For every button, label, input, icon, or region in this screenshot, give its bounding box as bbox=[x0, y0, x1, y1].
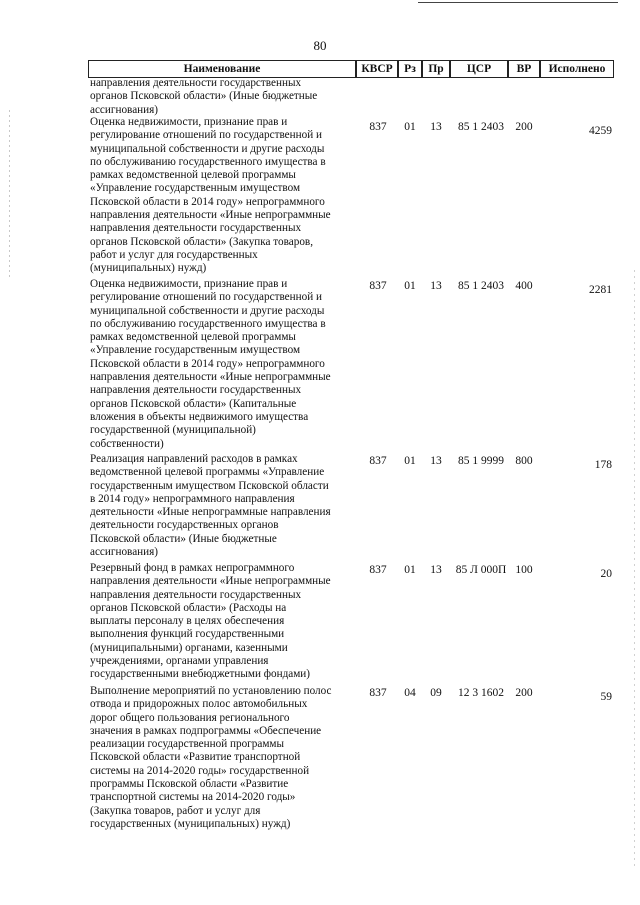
row-5-vr: 200 bbox=[515, 687, 533, 699]
row-name-5: Выполнение мероприятий по установлению полос отвода и придорожных полос автомобильных дорог общего пользования регионального значения в рамках подпрограммы «Обеспечение реализации государственной программы Псковской области «Развитие транспортной системы на 2014-2020 годы» государственной программы Псковской области «Развитие транспортной системы на 2014-2020 годы» (Закупка товаров, работ и услуг для государственных (муниципальных) нужд) bbox=[90, 685, 332, 830]
row-4-csr: 85 Л 000П bbox=[455, 564, 507, 576]
row-name-3: Реализация направлений расходов в рамках ведомственной целевой программы «Управление государственным имуществом Псковской области в 2014 году» непрограммного направления деятельности «Иные непрограммные направления деятельности государственных органов Псковской области» (Иные бюджетные ассигнования) bbox=[90, 453, 331, 559]
row-2-kvsr: 837 bbox=[369, 280, 387, 292]
row-2-csr: 85 1 2403 bbox=[458, 280, 504, 292]
header-vr: ВР bbox=[508, 60, 540, 78]
row-1-pr: 13 bbox=[430, 121, 442, 133]
scan-artifact-right bbox=[634, 270, 635, 870]
scan-edge-rule bbox=[418, 2, 618, 3]
row-3-csr: 85 1 9999 bbox=[458, 455, 504, 467]
row-1-kvsr: 837 bbox=[369, 121, 387, 133]
header-executed: Исполнено bbox=[540, 60, 614, 78]
row-3-kvsr: 837 bbox=[369, 455, 387, 467]
row-4-kvsr: 837 bbox=[369, 564, 387, 576]
header-rz: Рз bbox=[398, 60, 422, 78]
row-2-rz: 01 bbox=[404, 280, 416, 292]
header-csr: ЦСР bbox=[450, 60, 508, 78]
row-name-2: Оценка недвижимости, признание прав и регулирование отношений по государственной и муниципальной собственности и другие расходы по обслуживанию государственного имущества в рамках ведомственной целевой программы «Управление государственным имуществом Псковской области в 2014 году» непрограммного направления деятельности «Иные непрограммные направления деятельности государственных органов Псковской области» (Капитальные вложения в объекты недвижимого имущества государственной (муниципальной) собственности) bbox=[90, 278, 331, 450]
header-pr: Пр bbox=[422, 60, 450, 78]
row-name-1: Оценка недвижимости, признание прав и регулирование отношений по государственной и муниципальной собственности и другие расходы по обслуживанию государственного имущества в рамках ведомственной целевой программы «Управление государственным имуществом Псковской области в 2014 году» непрограммного направления деятельности «Иные непрограммные направления деятельности государственных органов Псковской области» (Закупка товаров, работ и услуг для государственных (муниципальных) нужд) bbox=[90, 116, 331, 275]
row-3-vr: 800 bbox=[515, 455, 533, 467]
row-1-rz: 01 bbox=[404, 121, 416, 133]
row-5-csr: 12 3 1602 bbox=[458, 687, 504, 699]
row-name-continuation: направления деятельности государственных органов Псковской области» (Иные бюджетные ассигнования) bbox=[90, 77, 318, 116]
scan-artifact-left bbox=[9, 110, 10, 280]
row-4-rz: 01 bbox=[404, 564, 416, 576]
row-4-pr: 13 bbox=[430, 564, 442, 576]
page-number: 80 bbox=[313, 38, 327, 53]
row-3-executed: 178 bbox=[594, 459, 612, 471]
row-4-vr: 100 bbox=[515, 564, 533, 576]
header-name: Наименование bbox=[88, 60, 356, 78]
row-5-pr: 09 bbox=[430, 687, 442, 699]
row-5-rz: 04 bbox=[404, 687, 416, 699]
row-4-executed: 20 bbox=[600, 568, 612, 580]
row-name-4: Резервный фонд в рамках непрограммного направления деятельности «Иные непрограммные направления деятельности государственных органов Псковской области» (Расходы на выплаты персоналу в целях обеспечения выполнения функций государственными (муниципальными) органами, казенными учреждениями, органами управления государственными внебюджетными фондами) bbox=[90, 562, 331, 681]
row-2-executed: 2281 bbox=[589, 284, 612, 296]
row-3-pr: 13 bbox=[430, 455, 442, 467]
row-2-pr: 13 bbox=[430, 280, 442, 292]
header-kvsr: КВСР bbox=[356, 60, 398, 78]
row-5-kvsr: 837 bbox=[369, 687, 387, 699]
row-5-executed: 59 bbox=[600, 691, 612, 703]
row-1-csr: 85 1 2403 bbox=[458, 121, 504, 133]
row-2-vr: 400 bbox=[515, 280, 533, 292]
row-1-executed: 4259 bbox=[589, 125, 612, 137]
row-1-vr: 200 bbox=[515, 121, 533, 133]
row-3-rz: 01 bbox=[404, 455, 416, 467]
